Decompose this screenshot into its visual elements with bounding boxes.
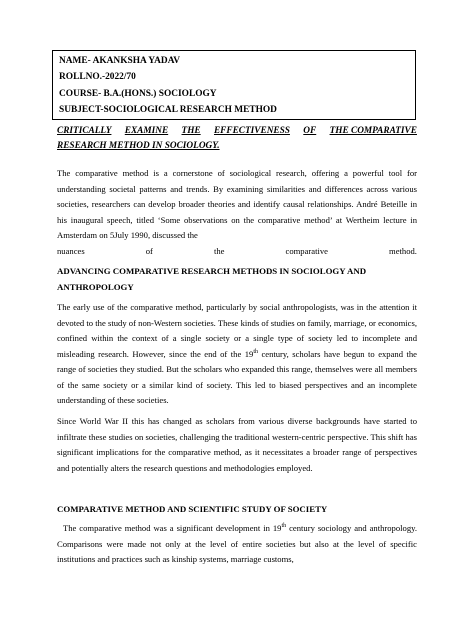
- superscript: th: [281, 523, 287, 530]
- section1-p1-text-cont: century, scholars have begun to expand the range of societies they studied. But the scholars who expanded this range, themselves were all members of the same society or a similar kind of society. This led to biased perspectives and an incomplete understanding of these societies.: [57, 348, 417, 405]
- student-name: NAME- AKANKSHA YADAV: [59, 56, 181, 66]
- title-word: THE: [181, 126, 201, 136]
- intro-last-line: [57, 244, 417, 260]
- superscript: th: [253, 348, 258, 355]
- intro-word: nuances: [57, 245, 85, 256]
- section1-paragraph-2: Since World War II this has changed as scholars from various diverse backgrounds have started to infiltrate these studies on societies, challenging the traditional western-centric perspective. This shift has significant implications for the comparative method, as it necessitates a broader range of perspectives and potentially alters the research questions and methodologies employed.: [57, 416, 417, 473]
- intro-word: of: [145, 245, 153, 256]
- intro-word: the: [213, 245, 225, 256]
- assignment-title: [57, 124, 417, 154]
- title-line-2: RESEARCH METHOD IN SOCIOLOGY.: [57, 141, 220, 151]
- title-word: EXAMINE: [124, 126, 169, 136]
- title-word: EFFECTIVENESS: [213, 126, 290, 136]
- subject-name: SUBJECT-SOCIOLOGICAL RESEARCH METHOD: [59, 105, 277, 116]
- course-name: COURSE- B.A.(HONS.) SOCIOLOGY: [59, 88, 217, 99]
- roll-number: ROLLNO.-2022/70: [59, 72, 136, 83]
- student-info-box: [52, 50, 416, 120]
- intro-word: comparative: [285, 245, 328, 256]
- section2-p1-text: The comparative method was a significant development in 19: [57, 523, 282, 533]
- section1-p1-text: The early use of the comparative method, particularly by social anthropologists, was in the attention it devoted to the study of non-Western societies. These kinds of studies on family, marriage, or economics, confined within the context of a single society or a single type of society led to incomplete and misleading research. However, since the end of the 19: [57, 302, 417, 359]
- title-line-1: [57, 124, 417, 139]
- title-word: THE COMPARATIVE: [329, 126, 417, 136]
- intro-word: method.: [389, 245, 417, 256]
- section1-paragraph-1: [57, 300, 417, 409]
- title-word: CRITICALLY: [57, 126, 112, 136]
- section-heading-scientific: COMPARATIVE METHOD AND SCIENTIFIC STUDY OF SOCIETY: [57, 504, 328, 514]
- section2-paragraph-1: [57, 521, 420, 568]
- section-heading-advancing: ADVANCING COMPARATIVE RESEARCH METHODS IN SOCIOLOGY AND ANTHROPOLOGY: [57, 266, 367, 292]
- section2-p1-text-cont: century sociology and anthropology. Comparisons were made not only at the level of entire societies but also at the level of specific institutions and practices such as kinship systems, marriage customs,: [57, 523, 420, 564]
- title-word: OF: [303, 126, 317, 136]
- intro-text: The comparative method is a cornerstone of sociological research, offering a powerful tool for understanding societal patterns and trends. By examining similarities and differences across various societies, researchers can develop broader theories and identify causal relationships. André Beteille in his inaugural speech, titled ‘Some observations on the comparative method’ at Wertheim lecture in Amsterdam on 5July 1990, discussed the: [57, 168, 417, 240]
- intro-paragraph: [57, 166, 417, 259]
